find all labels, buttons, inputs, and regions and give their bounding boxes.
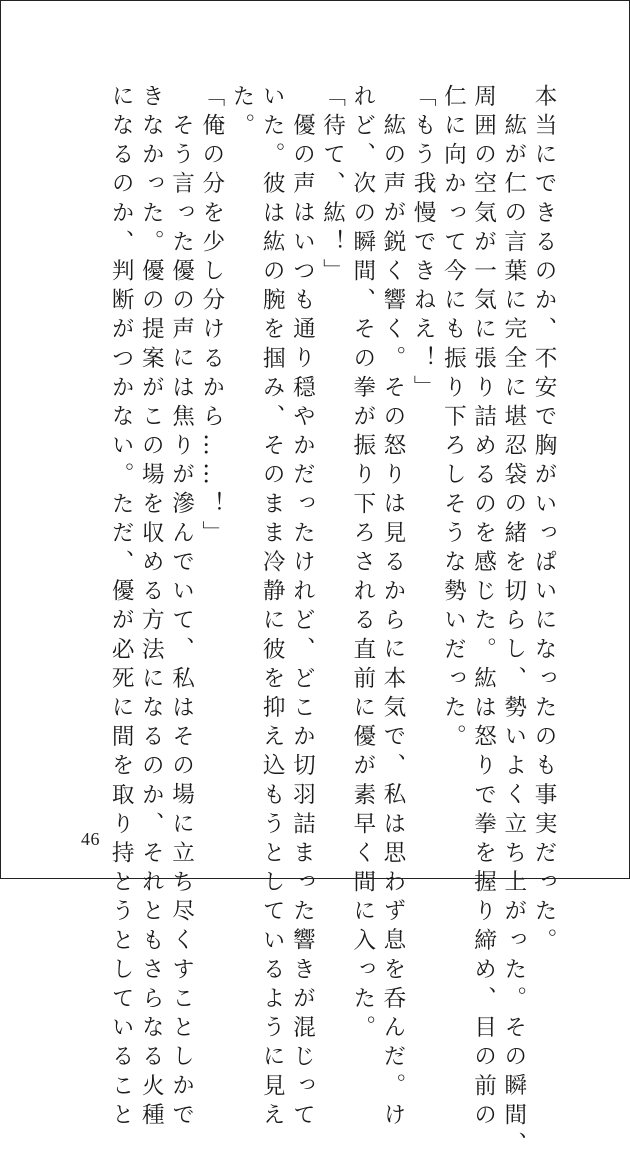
text-column-14: きなかった。優の提案がこの場を収める方法になるのか、それともさらなる火種 xyxy=(138,84,165,1132)
text-column-13: そう言った優の声には焦りが滲んでいて、私はその場に立ち尽くすことしかで xyxy=(168,113,195,1132)
text-column-1: 本当にできるのか、不安で胸がいっぱいになったのも事実だった。 xyxy=(531,84,557,957)
text-column-10: いた。彼は紘の腕を掴み、そのまま冷静に彼を抑え込もうとしているように見え xyxy=(259,84,286,1132)
text-column-15: になるのか、判断がつかない。ただ、優が必死に間を取り持とうとしていること xyxy=(108,84,135,1132)
vertical-text-body xyxy=(106,84,559,1161)
text-column-4: 仁に向かって今にも振り下ろしそうな勢いだった。 xyxy=(440,84,467,754)
dialogue-column-8: 「待て、紘！」 xyxy=(319,84,346,288)
text-column-7: れど、次の瞬間、その拳が振り下ろされる直前に優が素早く間に入った。 xyxy=(349,84,376,1045)
text-column-11: た。 xyxy=(228,84,255,143)
page-number: 46 xyxy=(81,829,100,849)
text-column-3: 周囲の空気が一気に張り詰めるのを感じた。紘は怒りで拳を握り締め、目の前の xyxy=(470,84,497,1132)
dialogue-column-5: 「もう我慢できねえ！」 xyxy=(410,84,437,405)
text-column-2: 紘が仁の言葉に完全に堪忍袋の緒を切らし、勢いよく立ち上がった。その瞬間、 xyxy=(500,113,527,1161)
text-column-6: 紘の声が鋭く響く。その怒りは見るからに本気で、私は思わず息を呑んだ。け xyxy=(379,113,406,1132)
dialogue-column-12: 「俺の分を少し分けるから……！」 xyxy=(198,84,225,550)
text-column-9: 優の声はいつも通り穏やかだったけれど、どこか切羽詰まった響きが混じって xyxy=(289,113,316,1132)
